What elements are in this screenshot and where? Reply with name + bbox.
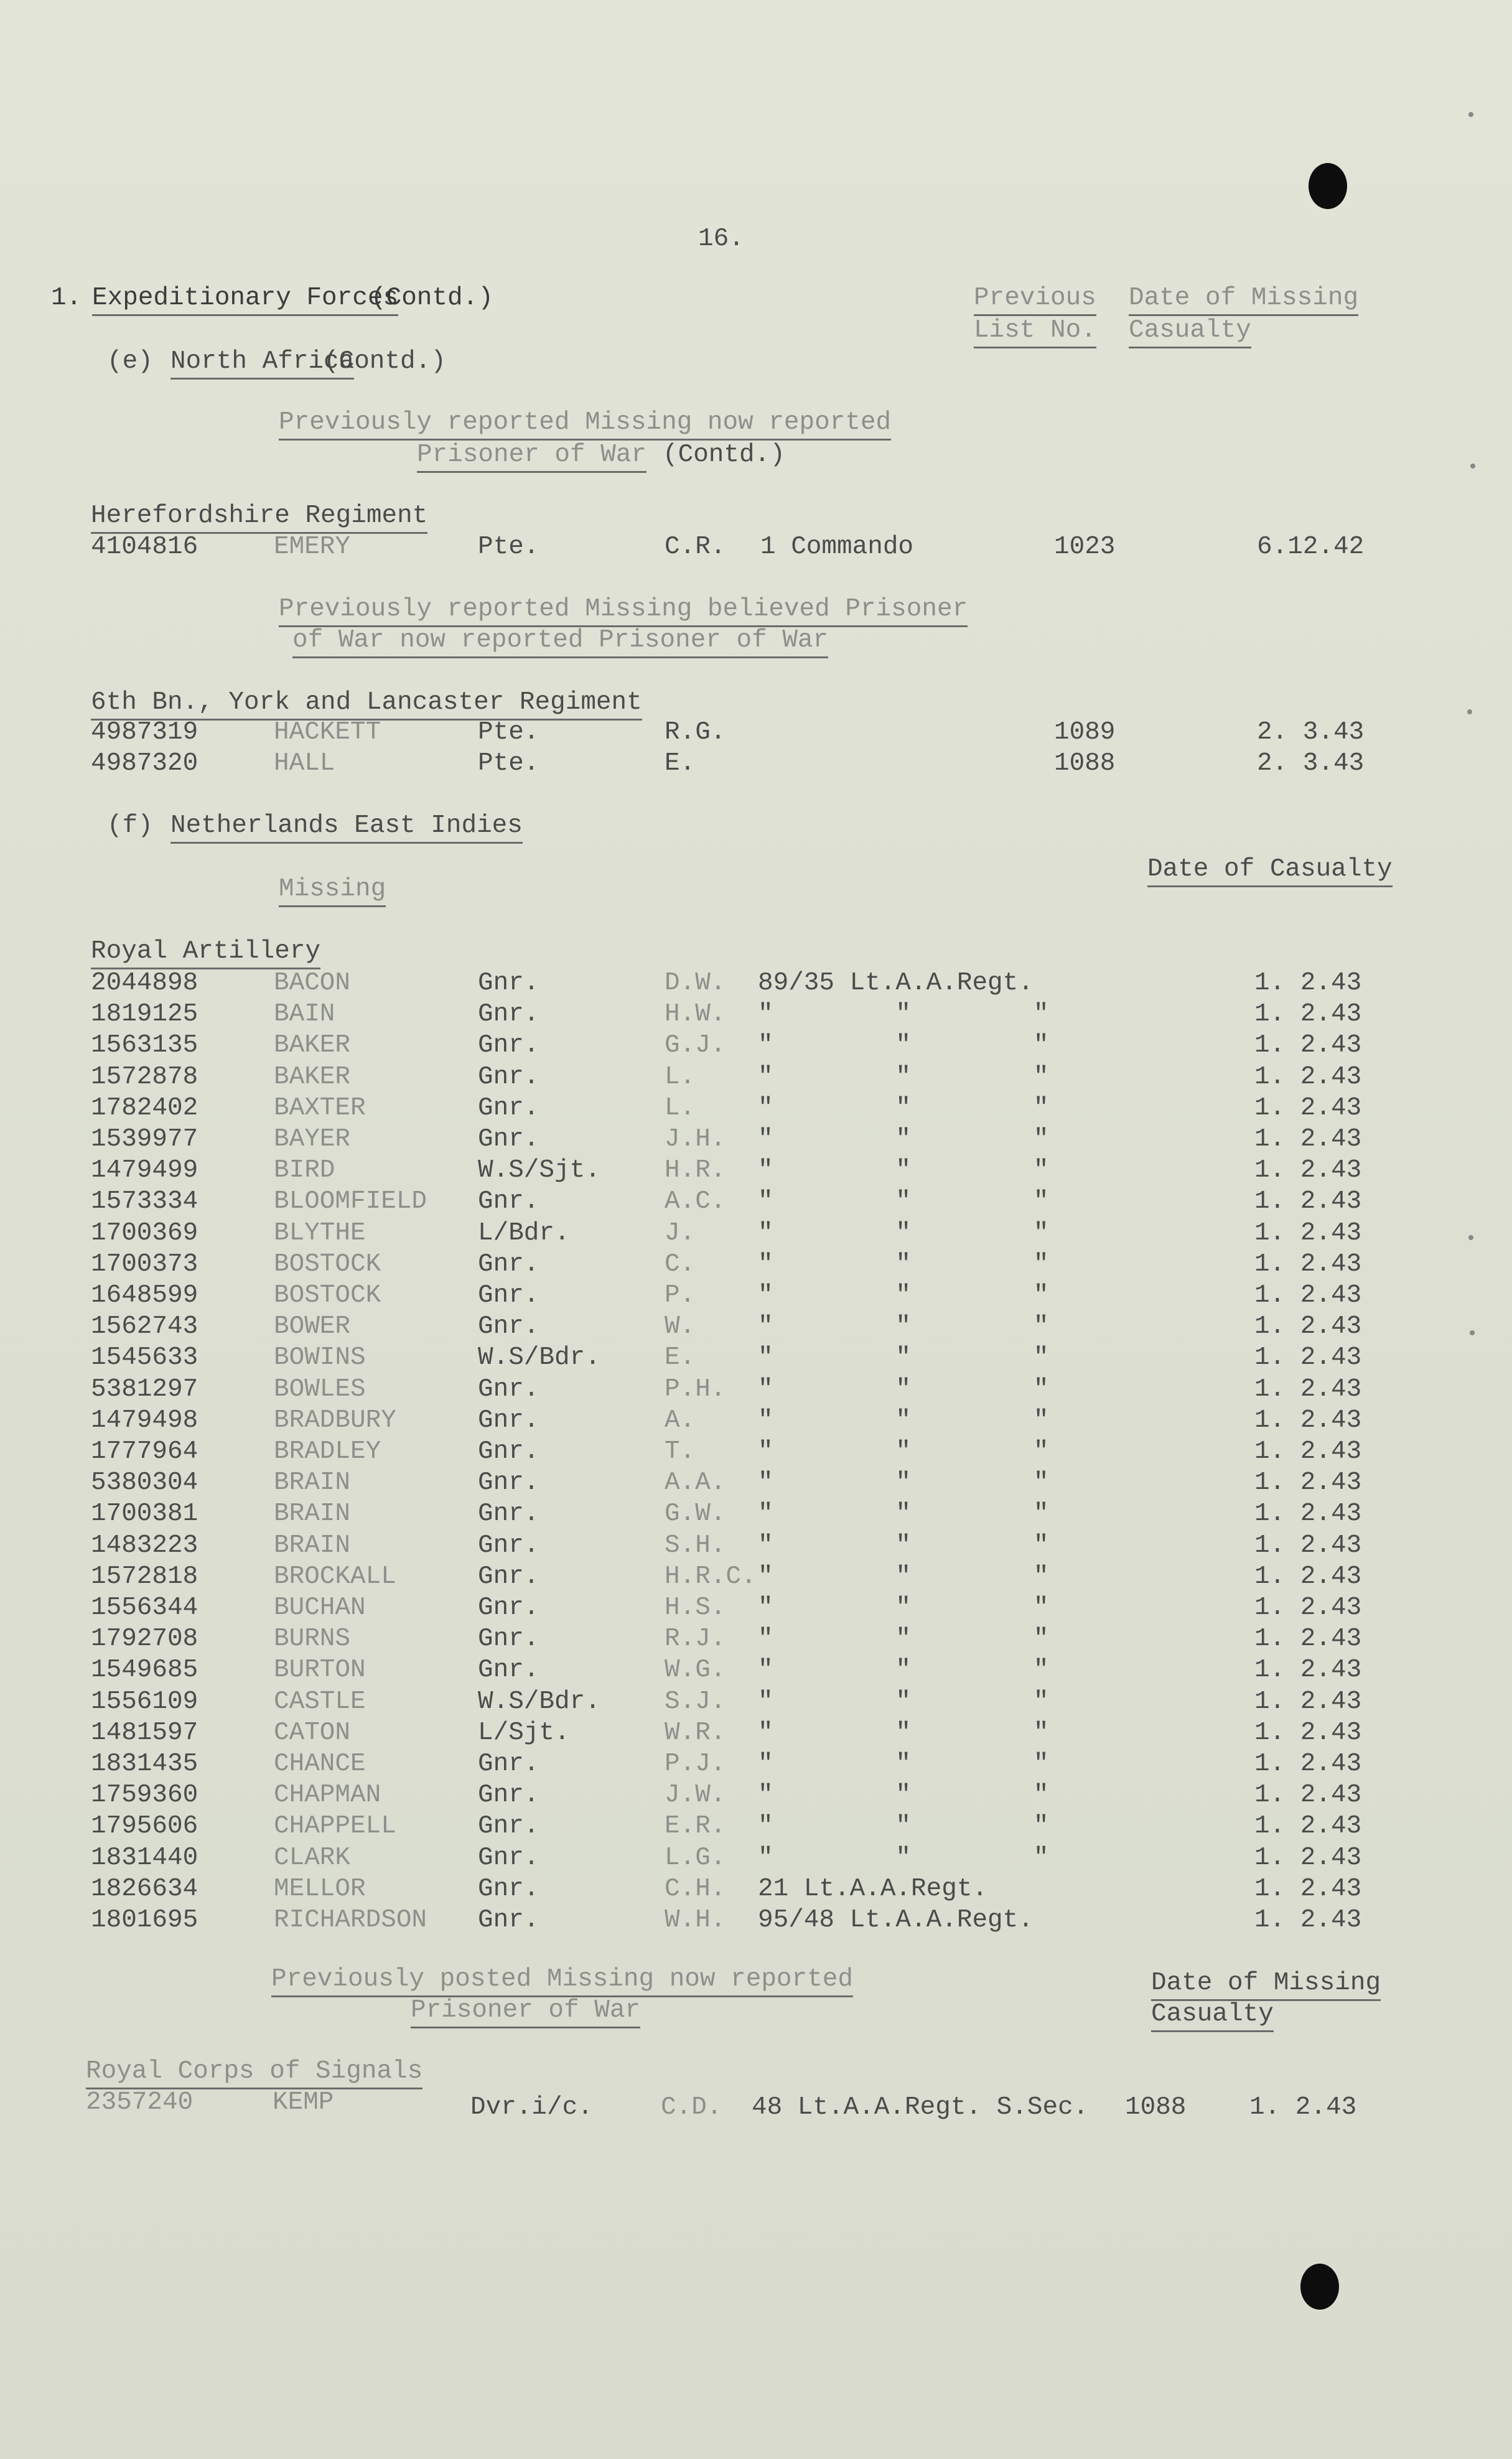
- cell-date: 1. 2.43: [1254, 1219, 1362, 1248]
- cell-number: 1792708: [91, 1625, 198, 1653]
- cell-rank: W.S/Bdr.: [478, 1343, 600, 1372]
- cell-initials: H.S.: [665, 1593, 726, 1622]
- cell-detail: " " ": [758, 1250, 1049, 1279]
- cell-date: 1. 2.43: [1254, 1656, 1362, 1684]
- section-number: 1.: [51, 284, 82, 312]
- cell-rank: Gnr.: [478, 1844, 539, 1872]
- cell-initials: D.W.: [665, 969, 726, 997]
- cell-rank: Gnr.: [478, 969, 539, 997]
- cell-rank: W.S/Sjt.: [478, 1156, 600, 1185]
- column-list-no-label: List No.: [974, 315, 1096, 348]
- missing-heading: Missing: [279, 874, 386, 907]
- cell-name: BAKER: [274, 1031, 351, 1060]
- subsection-e-label: (e): [107, 347, 153, 376]
- category-heading-3-line2: Prisoner of War: [411, 1995, 640, 2028]
- cell-detail: " " ": [758, 1312, 1049, 1341]
- cell-detail: " " ": [758, 1500, 1049, 1528]
- cell-initials: W.H.: [665, 1906, 726, 1934]
- cell-initials: E.: [665, 1343, 696, 1372]
- cell-rank: L/Bdr.: [478, 1219, 570, 1248]
- cell-rank: Gnr.: [478, 1781, 539, 1809]
- cell-rank: Gnr.: [478, 1187, 539, 1216]
- cell-detail: " " ": [758, 1156, 1049, 1185]
- cell-initials: S.H.: [665, 1531, 726, 1560]
- cell-initials: L.: [665, 1094, 696, 1122]
- cell-number: 1563135: [91, 1031, 198, 1060]
- cell-detail: " " ": [758, 1625, 1049, 1653]
- cell-detail: " " ": [758, 1437, 1049, 1466]
- category-heading-1-line1: Previously reported Missing now reported: [279, 408, 891, 441]
- cell-rank: Gnr.: [478, 1031, 539, 1060]
- cell-initials: H.R.C.: [665, 1562, 757, 1591]
- column-date-missing-label-2: Date of Missing: [1151, 1968, 1381, 2001]
- cell-name: CLARK: [274, 1844, 351, 1872]
- cell-number: 1700373: [91, 1250, 198, 1279]
- cell-initials: C.: [665, 1250, 696, 1279]
- cell-rank: Gnr.: [478, 1406, 539, 1435]
- cell-date: 1. 2.43: [1254, 1343, 1362, 1372]
- unit-heading-york-lancaster: 6th Bn., York and Lancaster Regiment: [91, 688, 642, 721]
- cell-name: BAXTER: [274, 1094, 366, 1122]
- cell-number: 1549685: [91, 1656, 198, 1684]
- cell-name: BAIN: [274, 1000, 335, 1029]
- cell-name: BAKER: [274, 1063, 351, 1091]
- cell-date: 1. 2.43: [1254, 1781, 1362, 1809]
- cell-detail: " " ": [758, 1719, 1049, 1747]
- cell-name: BIRD: [274, 1156, 335, 1185]
- column-date-missing-label: Date of Missing: [1129, 283, 1358, 316]
- cell-number: 1479499: [91, 1156, 198, 1185]
- cell-date: 1. 2.43: [1254, 1719, 1362, 1747]
- cell-date: 1. 2.43: [1254, 1094, 1362, 1122]
- column-casualty-label: Casualty: [1129, 315, 1251, 348]
- cell-initials: P.H.: [665, 1375, 726, 1404]
- cell-date: 1. 2.43: [1254, 1312, 1362, 1341]
- cell-initials: H.R.: [665, 1156, 726, 1185]
- subsection-e-contd: (Contd.): [324, 347, 446, 376]
- cell-number: 5380304: [91, 1468, 198, 1497]
- cell-rank: Gnr.: [478, 1312, 539, 1341]
- cell-date: 1. 2.43: [1254, 1437, 1362, 1466]
- cell-date: 1. 2.43: [1254, 1844, 1362, 1872]
- cell-name: BURTON: [274, 1656, 366, 1684]
- category-heading-3-line1: Previously posted Missing now reported: [271, 1964, 853, 1997]
- cell-date: 1. 2.43: [1254, 1031, 1362, 1060]
- cell-name: BLYTHE: [274, 1219, 366, 1248]
- cell-detail: " " ": [758, 1031, 1049, 1060]
- cell-rank: Gnr.: [478, 1593, 539, 1622]
- cell-rank: Gnr.: [478, 1625, 539, 1653]
- cell-date: 1. 2.43: [1254, 1750, 1362, 1778]
- cell-rank: Gnr.: [478, 1812, 539, 1841]
- cell-initials: W.: [665, 1312, 696, 1341]
- cell-rank: Gnr.: [478, 1531, 539, 1560]
- cell-name: BRADLEY: [274, 1437, 381, 1466]
- cell-date: 1. 2.43: [1254, 1562, 1362, 1591]
- cell-number: 1545633: [91, 1343, 198, 1372]
- cell-number: 1556109: [91, 1687, 198, 1716]
- cell-rank: Gnr.: [478, 1094, 539, 1122]
- cell-number: 1648599: [91, 1281, 198, 1310]
- cell-date: 1. 2.43: [1254, 1187, 1362, 1216]
- cell-initials: J.: [665, 1219, 696, 1248]
- cell-rank: W.S/Bdr.: [478, 1687, 600, 1716]
- cell-initials: W.R.: [665, 1719, 726, 1747]
- punch-hole-top: [1309, 163, 1347, 209]
- cell-initials: A.A.: [665, 1468, 726, 1497]
- cell-number: 1831440: [91, 1844, 198, 1872]
- cell-name: BRAIN: [274, 1468, 351, 1497]
- cell-rank: Gnr.: [478, 1750, 539, 1778]
- cell-initials: W.G.: [665, 1656, 726, 1684]
- cell-detail: " " ": [758, 1531, 1049, 1560]
- cell-detail: " " ": [758, 1593, 1049, 1622]
- cell-name: BLOOMFIELD: [274, 1187, 427, 1216]
- cell-date: 1. 2.43: [1254, 1875, 1362, 1903]
- cell-number: 1539977: [91, 1125, 198, 1154]
- cell-detail: " " ": [758, 1375, 1049, 1404]
- cell-name: BOSTOCK: [274, 1281, 381, 1310]
- cell-number: 1481597: [91, 1719, 198, 1747]
- cell-number: 1572878: [91, 1063, 198, 1091]
- cell-initials: S.J.: [665, 1687, 726, 1716]
- cell-rank: Gnr.: [478, 1906, 539, 1934]
- cell-initials: L.G.: [665, 1844, 726, 1872]
- cell-detail: " " ": [758, 1562, 1049, 1591]
- cell-rank: Gnr.: [478, 1562, 539, 1591]
- cell-name: BROCKALL: [274, 1562, 396, 1591]
- cell-date: 1. 2.43: [1254, 1468, 1362, 1497]
- cell-number: 1819125: [91, 1000, 198, 1029]
- cell-rank: Gnr.: [478, 1437, 539, 1466]
- cell-date: 1. 2.43: [1254, 1156, 1362, 1185]
- cell-number: 1700369: [91, 1219, 198, 1248]
- cell-initials: H.W.: [665, 1000, 726, 1029]
- punch-hole-bottom: [1300, 2264, 1339, 2310]
- cell-name: CATON: [274, 1719, 351, 1747]
- section-contd: (Contd.): [371, 284, 493, 312]
- cell-detail: " " ": [758, 1343, 1049, 1372]
- cell-name: BOWER: [274, 1312, 351, 1341]
- cell-number: 1831435: [91, 1750, 198, 1778]
- cell-rank: Gnr.: [478, 1250, 539, 1279]
- page-number: 16.: [698, 225, 744, 253]
- cell-rank: Gnr.: [478, 1468, 539, 1497]
- cell-detail: " " ": [758, 1781, 1049, 1809]
- cell-name: BURNS: [274, 1625, 351, 1653]
- cell-detail: " " ": [758, 1281, 1049, 1310]
- cell-detail: " " ": [758, 1063, 1049, 1091]
- cell-date: 1. 2.43: [1254, 1812, 1362, 1841]
- cell-initials: A.: [665, 1406, 696, 1435]
- cell-number: 1572818: [91, 1562, 198, 1591]
- cell-date: 1. 2.43: [1254, 1125, 1362, 1154]
- cell-date: 1. 2.43: [1254, 1406, 1362, 1435]
- cell-name: CHAPMAN: [274, 1781, 381, 1809]
- cell-rank: Gnr.: [478, 1063, 539, 1091]
- subsection-e-title: North Africa: [170, 347, 354, 380]
- cell-rank: Gnr.: [478, 1375, 539, 1404]
- cell-initials: P.: [665, 1281, 696, 1310]
- cell-name: BAYER: [274, 1125, 351, 1154]
- cell-rank: Gnr.: [478, 1000, 539, 1029]
- cell-detail: " " ": [758, 1468, 1049, 1497]
- cell-name: BOWLES: [274, 1375, 366, 1404]
- cell-initials: C.H.: [665, 1875, 726, 1903]
- cell-rank: Gnr.: [478, 1500, 539, 1528]
- cell-detail: " " ": [758, 1000, 1049, 1029]
- cell-initials: G.J.: [665, 1031, 726, 1060]
- cell-name: BOWINS: [274, 1343, 366, 1372]
- cell-detail: " " ": [758, 1687, 1049, 1716]
- cell-date: 1. 2.43: [1254, 1250, 1362, 1279]
- category-heading-1-contd: (Contd.): [663, 441, 785, 469]
- cell-number: 2044898: [91, 969, 198, 997]
- document-page: 16. 1. Expeditionary Forces (Contd.) Previous List No. Date of Missing Casualty (e) North Africa (Contd.) Previously reported Missing now reported Prisoner of War (Contd.) Herefordshire Regiment 4104816 EMERY Pte. C.R. 1 Commando 1023 6.12.42 Previously reported Missing believed Prisoner of War now reported Prisoner of War 6th Bn., York and Lancaster Regiment 4987319 HACKETT Pte. R.G. 1089 2. 3.43 4987320 HALL Pte. E. 1088 2. 3.43 (f) Netherlands East Indies Date of Casualty Missing Royal Artillery 2044898 BACON Gnr. D.W. 89/35 Lt.A.A.Regt. 1. 2.43 1819125 BAIN Gnr. H.W. " " " 1. 2.43 1563135 BAKER Gnr. G.J. " " " 1. 2.43 1572878 BAKER Gnr. L. " " " 1. 2.43 1782402 BAXTER Gnr. L. " " " 1. 2.43 1539977 BAYER Gnr. J.H. " " " 1. 2.43 1479499 BIRD W.S/Sjt. H.R. " " " 1. 2.43 1573334 BLOOMFIELD Gnr. A.C. " " " 1. 2.43 1700369 BLYTHE L/Bdr. J. " " " 1. 2.43 1700373 BOSTOCK Gnr. C. " " " 1. 2.43 1648599 BOSTOCK Gnr. P. " " " 1. 2.43 1562743 BOWER Gnr. W. " " " 1. 2.43 1545633 BOWINS W.S/Bdr. E. " " " 1. 2.43 5381297 BOWLES Gnr. P.H. " " " 1. 2.43 1479498 BRADBURY Gnr. A. " " " 1. 2.43 1777964 BRADLEY Gnr. T. " " " 1. 2.43 5380304 BRAIN Gnr. A.A. " " " 1. 2.43 1700381 BRAIN Gnr. G.W. " " " 1. 2.43 1483223 BRAIN Gnr. S.H. " " " 1. 2.43 1572818 BROCKALL Gnr. H.R.C. " " " 1. 2.43 1556344 BUCHAN Gnr. H.S. " " " 1. 2.43 1792708 BURNS Gnr. R.J. " " " 1. 2.43 1549685 BURTON Gnr. W.G. " " " 1. 2.43 1556109 CASTLE W.S/Bdr. S.J. " " " 1. 2.43 1481597 CATON L/Sjt. W.R. " " " 1. 2.43 1831435 CHANCE Gnr. P.J. " " " 1. 2.43 1759360 CHAPMAN Gnr. J.W. " " " 1. 2.43 1795606 CHAPPELL Gnr. E.R. " " " 1. 2.43 1831440 CLARK Gnr. L.G. " " " 1. 2.43 1826634 MELLOR Gnr. C.H. 21 Lt.A.A.Regt. 1. 2.43 1801695 RICHARDSON Gnr. W.H. 95/48 Lt.A.A.Regt. 1. 2.43 Previously posted Missing now reported Prisoner of War Date of Missing Casualty Royal Corps of Signals 2357240 KEMP Dvr.i/c. C.D. 48 Lt.A.A.Regt. S.Sec. 1088 1. 2.43: [0, 0, 1512, 2459]
- cell-detail: " " ": [758, 1219, 1049, 1248]
- cell-name: CHANCE: [274, 1750, 366, 1778]
- column-casualty-label-2: Casualty: [1151, 1999, 1274, 2032]
- cell-date: 1. 2.43: [1254, 1906, 1362, 1934]
- cell-number: 1573334: [91, 1187, 198, 1216]
- cell-detail: " " ": [758, 1187, 1049, 1216]
- cell-number: 1562743: [91, 1312, 198, 1341]
- cell-name: BACON: [274, 969, 351, 997]
- cell-date: 1. 2.43: [1254, 969, 1362, 997]
- cell-rank: Gnr.: [478, 1281, 539, 1310]
- cell-number: 1479498: [91, 1406, 198, 1435]
- cell-name: BRAIN: [274, 1531, 351, 1560]
- cell-date: 1. 2.43: [1254, 1375, 1362, 1404]
- cell-initials: A.C.: [665, 1187, 726, 1216]
- cell-date: 1. 2.43: [1254, 1063, 1362, 1091]
- cell-name: BRADBURY: [274, 1406, 396, 1435]
- cell-detail: " " ": [758, 1094, 1049, 1122]
- unit-heading-royal-signals: Royal Corps of Signals: [86, 2056, 422, 2089]
- cell-rank: Gnr.: [478, 1656, 539, 1684]
- cell-date: 1. 2.43: [1254, 1625, 1362, 1653]
- category-heading-2-line1: Previously reported Missing believed Prisoner: [279, 594, 968, 627]
- column-previous-label: Previous: [974, 283, 1096, 316]
- cell-number: 1795606: [91, 1812, 198, 1841]
- cell-number: 1556344: [91, 1593, 198, 1622]
- cell-detail: " " ": [758, 1656, 1049, 1684]
- section-title: Expeditionary Forces: [92, 283, 398, 316]
- category-heading-2-line2: of War now reported Prisoner of War: [292, 625, 828, 658]
- cell-detail: " " ": [758, 1812, 1049, 1841]
- cell-initials: J.H.: [665, 1125, 726, 1154]
- cell-number: 1700381: [91, 1500, 198, 1528]
- cell-date: 1. 2.43: [1254, 1281, 1362, 1310]
- cell-name: BUCHAN: [274, 1593, 366, 1622]
- subsection-f-title: Netherlands East Indies: [170, 811, 523, 844]
- cell-detail: 89/35 Lt.A.A.Regt.: [758, 969, 1034, 997]
- cell-detail: " " ": [758, 1750, 1049, 1778]
- cell-number: 1826634: [91, 1875, 198, 1903]
- cell-name: MELLOR: [274, 1875, 366, 1903]
- cell-initials: E.R.: [665, 1812, 726, 1841]
- cell-number: 1759360: [91, 1781, 198, 1809]
- cell-rank: L/Sjt.: [478, 1719, 570, 1747]
- cell-detail: 95/48 Lt.A.A.Regt.: [758, 1906, 1034, 1934]
- cell-rank: Gnr.: [478, 1125, 539, 1154]
- cell-number: 1483223: [91, 1531, 198, 1560]
- cell-name: CASTLE: [274, 1687, 366, 1716]
- cell-detail: " " ": [758, 1125, 1049, 1154]
- subsection-f-label: (f): [107, 811, 153, 840]
- cell-name: CHAPPELL: [274, 1812, 396, 1841]
- category-heading-1-line2: Prisoner of War: [417, 440, 646, 473]
- cell-initials: R.J.: [665, 1625, 726, 1653]
- cell-initials: T.: [665, 1437, 696, 1466]
- cell-date: 1. 2.43: [1254, 1687, 1362, 1716]
- cell-detail: " " ": [758, 1844, 1049, 1872]
- cell-initials: P.J.: [665, 1750, 726, 1778]
- cell-name: BOSTOCK: [274, 1250, 381, 1279]
- unit-heading-herefordshire: Herefordshire Regiment: [91, 501, 427, 534]
- cell-date: 1. 2.43: [1254, 1531, 1362, 1560]
- cell-detail: 21 Lt.A.A.Regt.: [758, 1875, 988, 1903]
- cell-number: 1801695: [91, 1906, 198, 1934]
- cell-rank: Gnr.: [478, 1875, 539, 1903]
- cell-initials: J.W.: [665, 1781, 726, 1809]
- cell-name: BRAIN: [274, 1500, 351, 1528]
- column-date-casualty-label: Date of Casualty: [1147, 854, 1393, 887]
- unit-heading-royal-artillery: Royal Artillery: [91, 936, 320, 969]
- cell-initials: L.: [665, 1063, 696, 1091]
- cell-initials: G.W.: [665, 1500, 726, 1528]
- cell-number: 1777964: [91, 1437, 198, 1466]
- cell-date: 1. 2.43: [1254, 1000, 1362, 1029]
- cell-name: RICHARDSON: [274, 1906, 427, 1934]
- cell-date: 1. 2.43: [1254, 1593, 1362, 1622]
- cell-number: 5381297: [91, 1375, 198, 1404]
- cell-number: 1782402: [91, 1094, 198, 1122]
- cell-date: 1. 2.43: [1254, 1500, 1362, 1528]
- cell-detail: " " ": [758, 1406, 1049, 1435]
